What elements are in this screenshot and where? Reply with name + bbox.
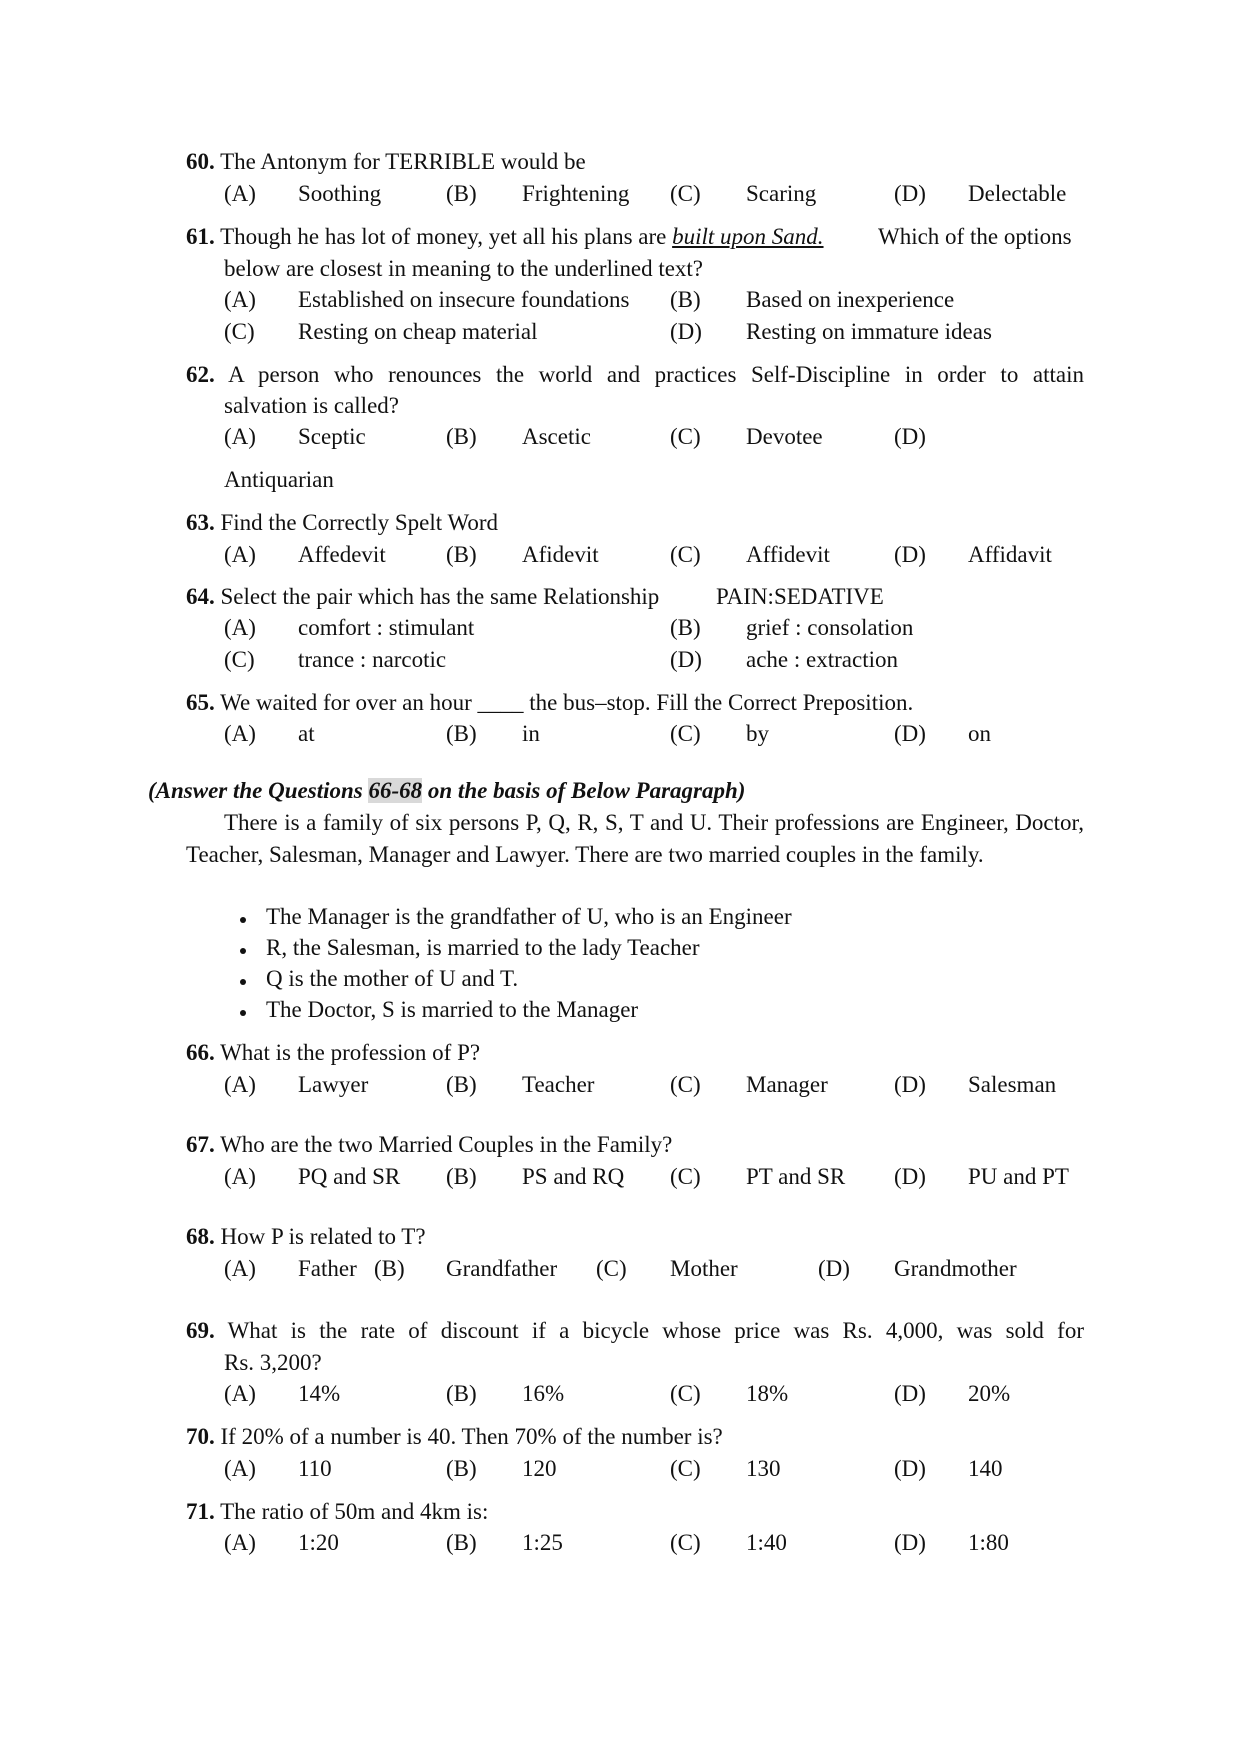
option-label: (A): [224, 1530, 256, 1555]
option-text: Affidevit: [746, 542, 830, 567]
option-text: Grandfather: [446, 1256, 558, 1281]
passage-bullet: Q is the mother of U and T.: [266, 966, 519, 991]
option-label: (C): [224, 647, 255, 672]
option-text: at: [298, 721, 315, 746]
option-text: 130: [746, 1456, 781, 1481]
option-text: in: [522, 721, 540, 746]
question-text: A person who renounces the world and practices Self-Discipline in order to attain: [228, 362, 1084, 387]
option-text: Sceptic: [298, 424, 366, 449]
option-label: (D): [894, 1456, 926, 1481]
option-text: 1:20: [298, 1530, 339, 1555]
option-label: (D): [894, 181, 926, 206]
option-text: Ascetic: [522, 424, 591, 449]
option-text: Delectable: [968, 181, 1067, 206]
option-label: (B): [446, 1072, 477, 1097]
question-text: We waited for over an hour: [220, 690, 472, 715]
question-61: [186, 222, 824, 252]
question-text: Select the pair which has the same Relationship: [220, 584, 660, 609]
option-label: (A): [224, 721, 256, 746]
question-60: [186, 147, 586, 177]
bullet-icon: [240, 1010, 246, 1016]
question-text: Rs. 3,200?: [224, 1350, 322, 1375]
option-text: by: [746, 721, 769, 746]
option-text: comfort : stimulant: [298, 615, 475, 640]
option-text: Devotee: [746, 424, 823, 449]
fill-blank: ____: [477, 690, 524, 715]
question-text: Who are the two Married Couples in the Family?: [220, 1132, 673, 1157]
question-text: What is the rate of discount if a bicycle whose price was Rs. 4,000, was sold for: [227, 1318, 1084, 1343]
option-label: (B): [446, 424, 477, 449]
option-text: 110: [298, 1456, 332, 1481]
option-label: (C): [670, 181, 701, 206]
option-label: (C): [670, 1530, 701, 1555]
question-number: 66.: [186, 1040, 215, 1065]
highlighted-range: 66-68: [368, 778, 423, 803]
question-67: [186, 1130, 672, 1160]
option-text: Scaring: [746, 181, 817, 206]
option-text: 14%: [298, 1381, 341, 1406]
question-number: 67.: [186, 1132, 215, 1157]
option-label: (D): [670, 319, 702, 344]
question-text: below are closest in meaning to the underlined text?: [224, 256, 704, 281]
option-label: (D): [894, 1072, 926, 1097]
option-label: (B): [670, 615, 701, 640]
option-text: Mother: [670, 1256, 738, 1281]
option-label: (B): [446, 542, 477, 567]
option-text: 18%: [746, 1381, 789, 1406]
option-text: trance : narcotic: [298, 647, 447, 672]
instruction-text: on the basis of Below Paragraph): [422, 778, 746, 803]
option-label: (A): [224, 1072, 256, 1097]
option-text: Afidevit: [522, 542, 599, 567]
option-text: Established on insecure foundations: [298, 287, 630, 312]
option-label: (A): [224, 1256, 256, 1281]
option-label: (A): [224, 181, 256, 206]
question-70: [186, 1422, 723, 1452]
instruction-text: (Answer the Questions: [148, 778, 369, 803]
option-text: PT and SR: [746, 1164, 846, 1189]
option-label: (B): [446, 1530, 477, 1555]
passage-bullet: The Doctor, S is married to the Manager: [266, 997, 639, 1022]
option-text: 1:25: [522, 1530, 563, 1555]
option-text: 120: [522, 1456, 557, 1481]
option-label: (A): [224, 542, 256, 567]
option-label: (C): [670, 542, 701, 567]
passage-instruction: [148, 776, 745, 806]
option-text: Teacher: [522, 1072, 595, 1097]
question-number: 60.: [186, 149, 215, 174]
option-text: ache : extraction: [746, 647, 898, 672]
option-label: (B): [446, 1456, 477, 1481]
question-number: 70.: [186, 1424, 215, 1449]
question-number: 71.: [186, 1499, 215, 1524]
option-label: (B): [446, 1164, 477, 1189]
underlined-phrase: built upon Sand.: [672, 224, 824, 249]
question-69: [186, 1316, 1084, 1346]
option-text: Father: [298, 1256, 357, 1281]
passage-bullet: The Manager is the grandfather of U, who is an Engineer: [266, 904, 792, 929]
option-label: (D): [894, 542, 926, 567]
question-text: Find the Correctly Spelt Word: [220, 510, 499, 535]
option-text: Lawyer: [298, 1072, 369, 1097]
question-63: [186, 508, 498, 538]
option-text: 16%: [522, 1381, 565, 1406]
option-label: (A): [224, 424, 256, 449]
option-text: Based on inexperience: [746, 287, 955, 312]
question-text: The Antonym for TERRIBLE would be: [220, 149, 586, 174]
option-text: Grandmother: [894, 1256, 1017, 1281]
option-label: (B): [374, 1256, 405, 1281]
option-label: (D): [818, 1256, 850, 1281]
question-64: [186, 582, 659, 612]
option-text: Salesman: [968, 1072, 1057, 1097]
question-text: How P is related to T?: [220, 1224, 426, 1249]
option-label: (B): [446, 1381, 477, 1406]
option-label: (C): [670, 721, 701, 746]
option-label: (A): [224, 615, 256, 640]
option-label: (D): [670, 647, 702, 672]
option-text: Affedevit: [298, 542, 386, 567]
question-text: If 20% of a number is 40. Then 70% of the number is?: [220, 1424, 723, 1449]
question-65: [186, 688, 913, 718]
option-text: PS and RQ: [522, 1164, 625, 1189]
question-text: What is the profession of P?: [220, 1040, 481, 1065]
question-62: [186, 360, 1084, 390]
question-text: the bus–stop. Fill the Correct Preposition.: [529, 690, 914, 715]
option-label: (D): [894, 1381, 926, 1406]
question-66: [186, 1038, 480, 1068]
option-label: (A): [224, 1164, 256, 1189]
question-number: 64.: [186, 584, 215, 609]
option-text: PQ and SR: [298, 1164, 401, 1189]
option-text: Resting on immature ideas: [746, 319, 992, 344]
passage-paragraph: There is a family of six persons P, Q, R, S, T and U. Their professions are Engineer, Doctor, Teacher, Salesman, Manager and Lawyer. There are two married couples in the family.: [186, 810, 1084, 867]
bullet-icon: [240, 979, 246, 985]
option-text: PU and PT: [968, 1164, 1069, 1189]
option-label: (B): [446, 721, 477, 746]
option-label: (D): [894, 1164, 926, 1189]
word-pair: PAIN:SEDATIVE: [716, 584, 884, 609]
option-label: (D): [894, 1530, 926, 1555]
option-text: 1:40: [746, 1530, 787, 1555]
option-label: (A): [224, 287, 256, 312]
option-text: 1:80: [968, 1530, 1009, 1555]
option-label: (C): [670, 1164, 701, 1189]
option-text: Soothing: [298, 181, 382, 206]
question-number: 68.: [186, 1224, 215, 1249]
question-text: salvation is called?: [224, 393, 399, 418]
option-label: (A): [224, 1456, 256, 1481]
question-number: 69.: [186, 1318, 215, 1343]
option-label: (B): [670, 287, 701, 312]
question-number: 62.: [186, 362, 215, 387]
option-label: (D): [894, 424, 926, 449]
option-text: Affidavit: [968, 542, 1052, 567]
option-label: (C): [596, 1256, 627, 1281]
question-71: [186, 1497, 488, 1527]
option-text: grief : consolation: [746, 615, 914, 640]
question-text: Though he has lot of money, yet all his plans are: [220, 224, 673, 249]
option-text: 140: [968, 1456, 1003, 1481]
passage-bullet: R, the Salesman, is married to the lady Teacher: [266, 935, 700, 960]
bullet-icon: [240, 917, 246, 923]
option-label: (C): [670, 1381, 701, 1406]
question-number: 63.: [186, 510, 215, 535]
option-label: (C): [670, 1072, 701, 1097]
option-label: (B): [446, 181, 477, 206]
option-label: (C): [224, 319, 255, 344]
option-text: 20%: [968, 1381, 1011, 1406]
question-68: [186, 1222, 426, 1252]
question-text: Which of the options: [878, 224, 1072, 249]
bullet-icon: [240, 948, 246, 954]
option-text: Resting on cheap material: [298, 319, 538, 344]
option-text: Frightening: [522, 181, 630, 206]
question-text: The ratio of 50m and 4km is:: [220, 1499, 489, 1524]
option-label: (A): [224, 1381, 256, 1406]
option-text: on: [968, 721, 991, 746]
option-label: (C): [670, 424, 701, 449]
option-label: (C): [670, 1456, 701, 1481]
option-label: (D): [894, 721, 926, 746]
option-text: Antiquarian: [224, 467, 334, 492]
question-number: 65.: [186, 690, 215, 715]
option-text: Manager: [746, 1072, 828, 1097]
question-number: 61.: [186, 224, 215, 249]
